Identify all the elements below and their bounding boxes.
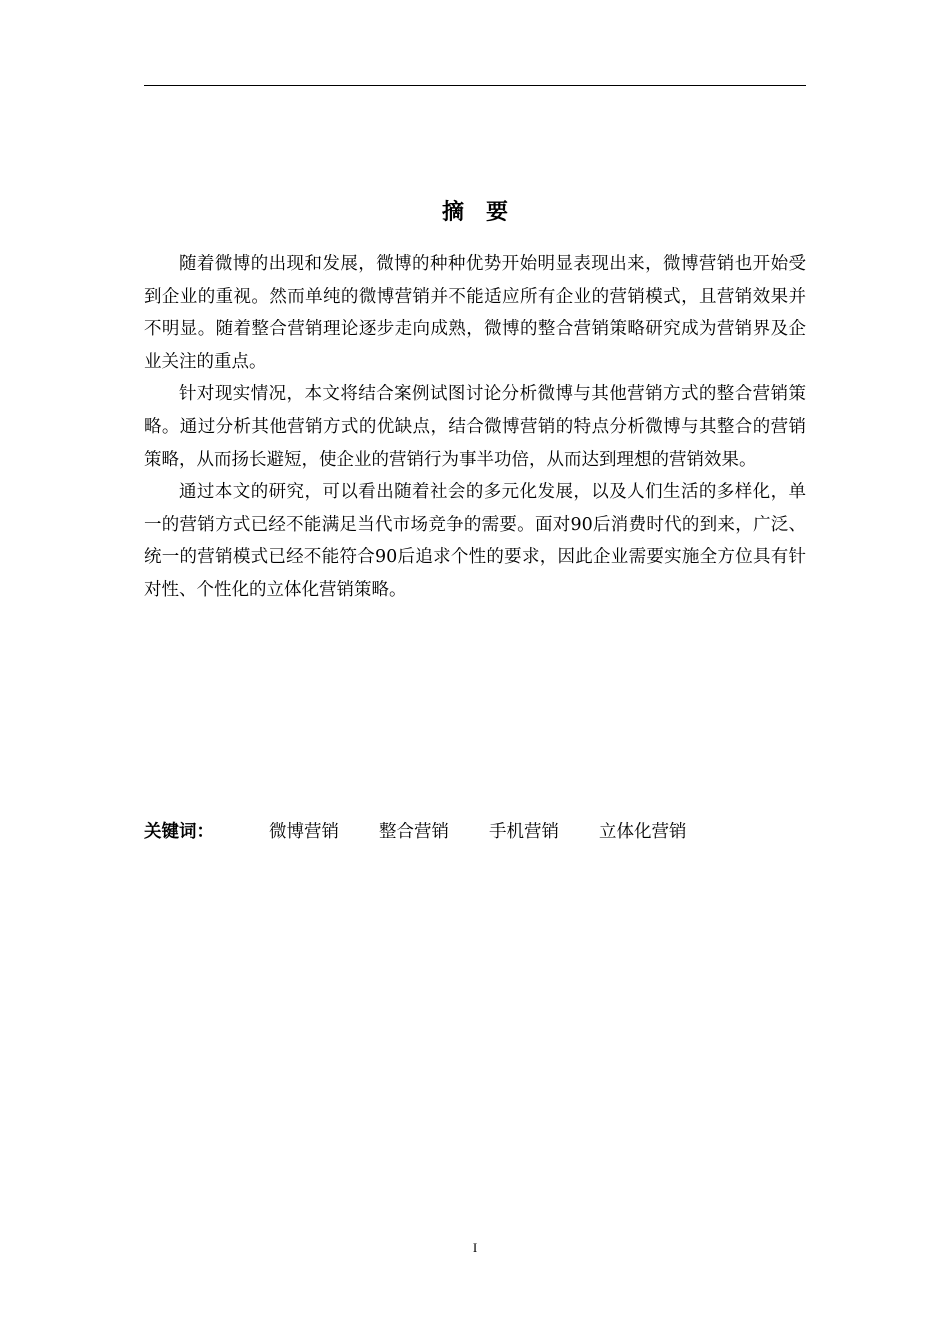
keyword-item: 微博营销: [269, 822, 339, 842]
keyword-item: 整合营销: [379, 822, 449, 842]
keyword-item: 手机营销: [489, 822, 559, 842]
abstract-paragraph-3: 通过本文的研究，可以看出随着社会的多元化发展，以及人们生活的多样化，单一的营销方式已经不能满足当代市场竞争的需要。面对90后消费时代的到来，广泛、统一的营销模式已经不能符合90后追求个性的要求，因此企业需要实施全方位具有针对性、个性化的立体化营销策略。: [144, 482, 806, 600]
page-number: I: [472, 1240, 478, 1255]
abstract-body: [144, 248, 806, 607]
keyword-item: 立体化营销: [599, 822, 687, 842]
abstract-paragraph-1: 随着微博的出现和发展，微博的种种优势开始明显表现出来，微博营销也开始受到企业的重视。然而单纯的微博营销并不能适应所有企业的营销模式，且营销效果并不明显。随着整合营销理论逐步走向成熟，微博的整合营销策略研究成为营销界及企业关注的重点。: [144, 254, 806, 372]
keywords-label: 关键词：: [144, 822, 214, 842]
abstract-title: 摘要: [441, 200, 530, 225]
header-rule: [144, 85, 806, 86]
abstract-paragraph-2: 针对现实情况，本文将结合案例试图讨论分析微博与其他营销方式的整合营销策略。通过分析其他营销方式的优缺点，结合微博营销的特点分析微博与其整合的营销策略，从而扬长避短，使企业的营销行为事半功倍，从而达到理想的营销效果。: [144, 384, 806, 470]
keywords-line: [144, 816, 806, 848]
